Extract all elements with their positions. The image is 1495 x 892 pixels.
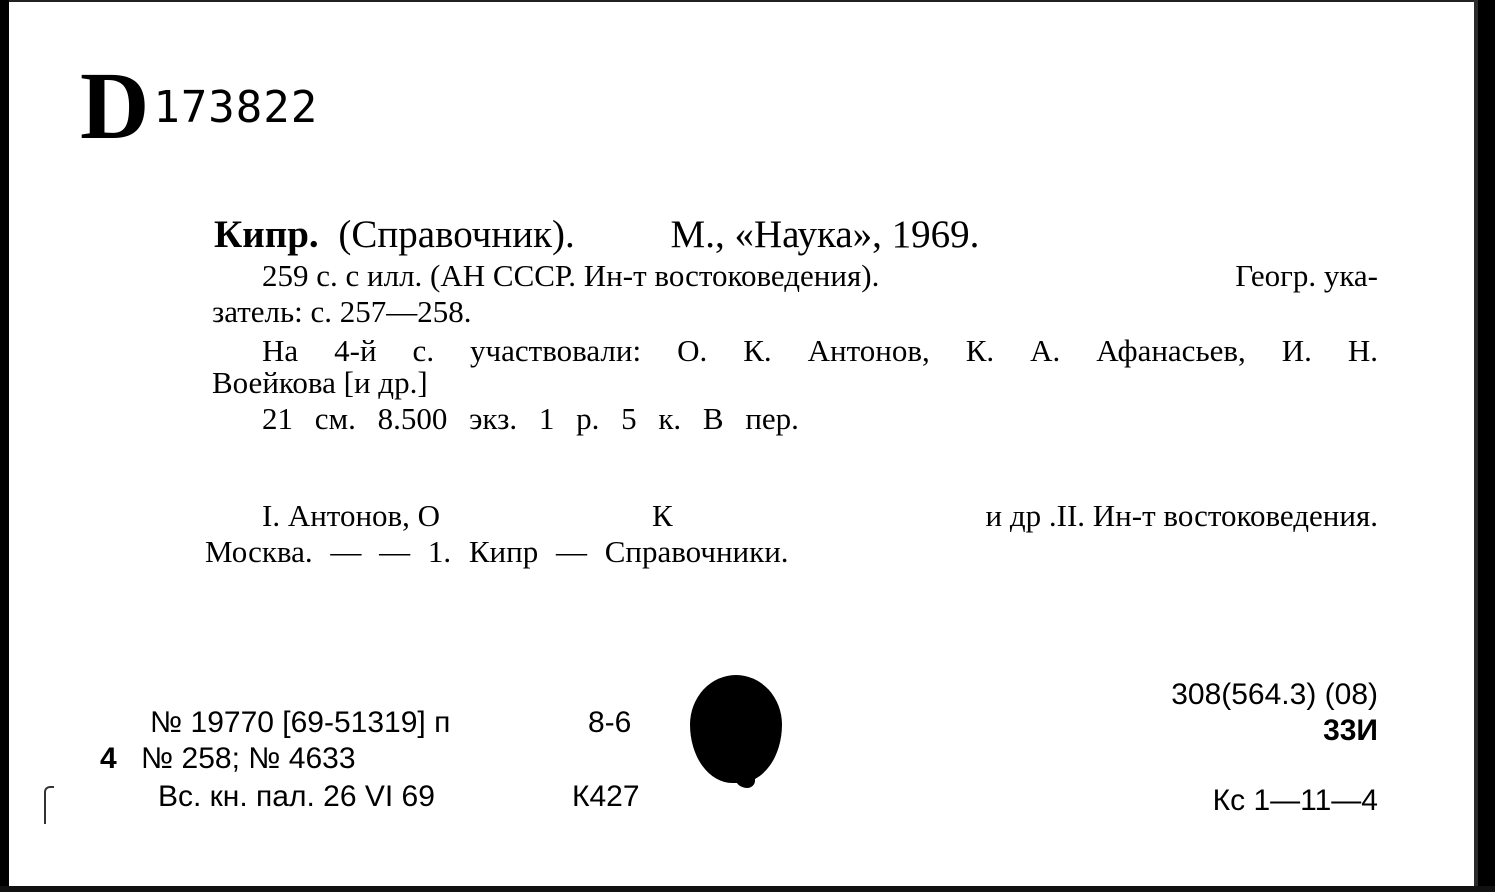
description-line-2: затель: с. 257—258. (212, 294, 472, 329)
ink-blot (690, 675, 782, 783)
imprint-line-3 (158, 778, 640, 816)
card-left-edge (0, 0, 9, 892)
title-genre: (Справочник). (338, 213, 575, 256)
tracing-author-1: I. Антонов, О (262, 498, 441, 533)
card-number-letter: D (80, 52, 148, 159)
imprint-numbers: № 258; № 4633 (141, 742, 356, 775)
tracing-author-1-initial: К (652, 498, 673, 533)
description-index-start: Геогр. ука- (1235, 258, 1378, 293)
title-line (214, 212, 979, 258)
tracings-line-1 (262, 497, 1378, 535)
description-line-1 (262, 257, 1378, 295)
description-line-5: 21 см. 8.500 экз. 1 р. 5 к. В пер. (262, 401, 799, 436)
imprint-line-2 (100, 740, 356, 778)
card-top-edge (0, 0, 1495, 2)
imprint-line-1 (150, 704, 632, 742)
imprint-price-code: 8-6 (588, 706, 632, 739)
imprint-chamber-date: Вс. кн. пал. 26 VI 69 (158, 780, 435, 813)
imprint-line-2-prefix: 4 (100, 742, 117, 775)
kc-code: Кс 1—11—4 (1212, 784, 1378, 817)
ink-blot-drip (735, 770, 755, 788)
description-line-3: На 4-й с. участвовали: О. К. Антонов, К. А. Афанасьев, И. Н. (262, 333, 1378, 368)
description-pagination: 259 с. с илл. (АН СССР. Ин-т востоковедения). (262, 258, 880, 293)
tracing-added-entries: и др .II. Ин-т востоковедения. (985, 498, 1378, 533)
tracings-line-2: Москва. — — 1. Кипр — Справочники. (205, 534, 789, 569)
card-right-edge (1478, 0, 1495, 892)
bbk-code: 33И (1323, 714, 1378, 747)
udc-code: 308(564.3) (08) (1171, 678, 1378, 711)
title-publisher: М., «Наука», 1969. (670, 213, 980, 256)
card-bottom-edge (0, 886, 1495, 892)
card-number (80, 52, 319, 159)
imprint-order-code: К427 (572, 780, 640, 813)
card-number-digits: 173822 (153, 82, 319, 133)
description-line-4: Воейкова [и др.] (212, 365, 428, 400)
imprint-registration: № 19770 [69-51319] п (150, 706, 451, 739)
title-main: Кипр. (214, 213, 319, 256)
pencil-mark (44, 786, 54, 824)
